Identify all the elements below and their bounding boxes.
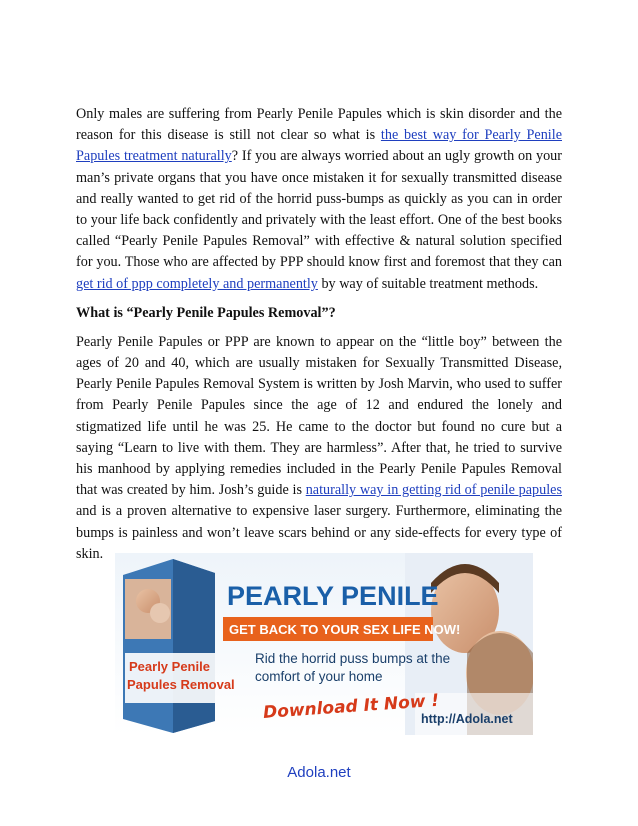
banner-url: http://Adola.net — [421, 712, 513, 726]
naturally-way-link[interactable]: naturally way in getting rid of penile papules — [305, 482, 562, 499]
article-body — [76, 104, 562, 573]
section-heading: What is “Pearly Penile Papules Removal”? — [76, 304, 336, 321]
download-now-text: Download It Now ! — [262, 690, 440, 723]
banner-tagline: GET BACK TO YOUR SEX LIFE NOW! — [229, 622, 461, 637]
get-rid-ppp-link[interactable]: get rid of ppp completely and permanently — [76, 275, 318, 292]
description-paragraph: Pearly Penile Papules or PPP are known to appear on the “little boy” between the ages of 20 and 40, which are usually mistaken for Sexually Transmitted Disease, Pearly Penile Papules Removal System is written by Josh Marvin, who used to suffer from Pearly Penile Papules since the age of 12 and endured the lonely and stigmatized life until he was 25. He came to the doctor but found no cure but a saying “Learn to live with them. They are harmless”. After that, he tried to survive his manhood by applying remedies included in the Pearly Penile Papules Removal that was created by him. Josh’s guide is naturally way in getting rid of penile papules and is a proven alternative to expensive laser surgery. Furthermore, eliminating the bumps is painless and won’t leave scars behind or any side-effects for every type of skin. — [76, 333, 562, 562]
banner-sub-1: Rid the horrid puss bumps at the — [255, 651, 451, 666]
banner-sub-2: comfort of your home — [255, 669, 383, 684]
intro-paragraph: Only males are suffering from Pearly Penile Papules which is skin disorder and the reason for this disease is still not clear so what is the best way for Pearly Penile Papules treatment naturally? If you are always worried about an ugly growth on your man’s private organs that you have once mistaken it for sexually transmitted disease and really wanted to get rid of the horrid puss-bumps as quickly as you can in order to your life back confidently and privately with the least effort. One of the best books called “Pearly Penile Papules Removal” with effective & natural solution specified for you. Those who are affected by PPP should know first and foremost that they can get rid of ppp completely and permanently by way of suitable treatment methods. — [76, 106, 562, 292]
best-way-link[interactable]: the best way for Pearly Penile Papules treatment naturally — [76, 127, 562, 165]
page-footer — [0, 764, 638, 781]
promo-banner[interactable] — [115, 553, 533, 735]
footer-link[interactable]: Adola.net — [287, 764, 351, 781]
banner-title: PEARLY PENILE — [227, 581, 439, 611]
svg-text:Pearly Penile: Pearly Penile — [129, 659, 210, 674]
svg-text:Papules Removal: Papules Removal — [127, 677, 235, 692]
banner-graphic — [115, 553, 533, 735]
